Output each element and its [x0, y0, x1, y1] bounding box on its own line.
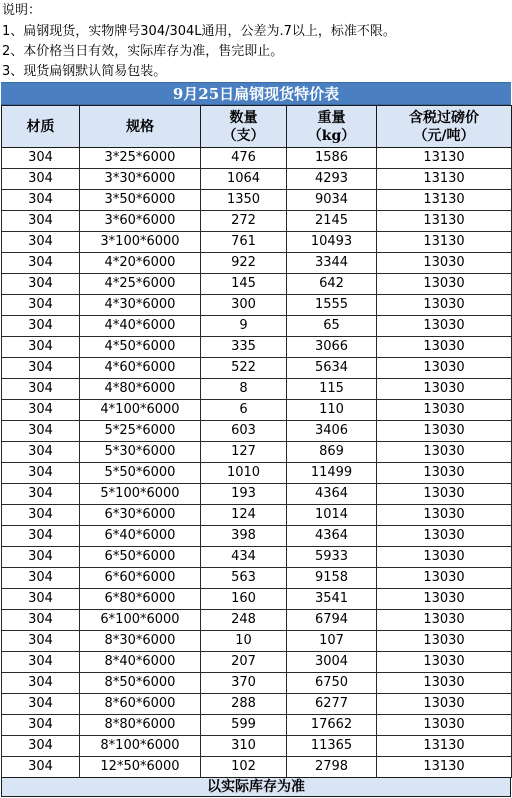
cell-material: 304	[2, 379, 80, 400]
cell-qty: 761	[201, 232, 287, 253]
table-row	[2, 421, 512, 442]
cell-material: 304	[2, 232, 80, 253]
table-row	[2, 463, 512, 484]
cell-price: 13130	[377, 169, 512, 190]
cell-weight: 6794	[287, 610, 377, 631]
cell-price: 13030	[377, 547, 512, 568]
cell-qty: 127	[201, 442, 287, 463]
cell-spec: 3*25*6000	[80, 148, 201, 169]
table-row	[2, 589, 512, 610]
cell-spec: 3*50*6000	[80, 190, 201, 211]
cell-weight: 642	[287, 274, 377, 295]
cell-material: 304	[2, 316, 80, 337]
cell-material: 304	[2, 463, 80, 484]
cell-spec: 3*100*6000	[80, 232, 201, 253]
cell-weight: 1014	[287, 505, 377, 526]
table-row	[2, 232, 512, 253]
cell-price: 13030	[377, 379, 512, 400]
cell-qty: 370	[201, 673, 287, 694]
cell-weight: 10493	[287, 232, 377, 253]
cell-spec: 6*30*6000	[80, 505, 201, 526]
cell-material: 304	[2, 358, 80, 379]
cell-material: 304	[2, 148, 80, 169]
cell-material: 304	[2, 694, 80, 715]
cell-material: 304	[2, 652, 80, 673]
table-row	[2, 652, 512, 673]
cell-spec: 12*50*6000	[80, 757, 201, 778]
header-price	[377, 106, 512, 148]
table-row	[2, 736, 512, 757]
cell-qty: 1064	[201, 169, 287, 190]
table-row	[2, 358, 512, 379]
cell-qty: 603	[201, 421, 287, 442]
cell-qty: 1010	[201, 463, 287, 484]
cell-spec: 4*100*6000	[80, 400, 201, 421]
cell-price: 13030	[377, 484, 512, 505]
cell-spec: 4*20*6000	[80, 253, 201, 274]
cell-weight: 2145	[287, 211, 377, 232]
cell-weight: 3004	[287, 652, 377, 673]
cell-weight: 2798	[287, 757, 377, 778]
cell-qty: 563	[201, 568, 287, 589]
price-table	[1, 105, 512, 778]
cell-weight: 3344	[287, 253, 377, 274]
table-row	[2, 757, 512, 778]
cell-price: 13030	[377, 316, 512, 337]
cell-spec: 4*25*6000	[80, 274, 201, 295]
cell-spec: 6*50*6000	[80, 547, 201, 568]
cell-weight: 110	[287, 400, 377, 421]
cell-material: 304	[2, 757, 80, 778]
cell-material: 304	[2, 568, 80, 589]
cell-material: 304	[2, 442, 80, 463]
cell-price: 13030	[377, 505, 512, 526]
cell-material: 304	[2, 421, 80, 442]
table-row	[2, 547, 512, 568]
table-row	[2, 442, 512, 463]
sheet-title: 9月25日扁钢现货特价表	[1, 82, 511, 105]
cell-spec: 8*80*6000	[80, 715, 201, 736]
cell-qty: 522	[201, 358, 287, 379]
cell-material: 304	[2, 400, 80, 421]
cell-price: 13130	[377, 190, 512, 211]
cell-qty: 476	[201, 148, 287, 169]
cell-price: 13030	[377, 463, 512, 484]
cell-spec: 8*30*6000	[80, 631, 201, 652]
cell-qty: 335	[201, 337, 287, 358]
cell-spec: 5*50*6000	[80, 463, 201, 484]
table-header-row	[2, 106, 512, 148]
cell-price: 13130	[377, 211, 512, 232]
cell-spec: 4*50*6000	[80, 337, 201, 358]
table-row	[2, 274, 512, 295]
cell-qty: 207	[201, 652, 287, 673]
cell-spec: 8*40*6000	[80, 652, 201, 673]
table-row	[2, 715, 512, 736]
cell-material: 304	[2, 190, 80, 211]
header-qty-unit: （支）	[222, 127, 265, 144]
header-weight-label: 重量	[317, 109, 346, 126]
cell-qty: 9	[201, 316, 287, 337]
cell-spec: 5*25*6000	[80, 421, 201, 442]
cell-qty: 145	[201, 274, 287, 295]
table-row	[2, 190, 512, 211]
table-row	[2, 400, 512, 421]
cell-spec: 8*50*6000	[80, 673, 201, 694]
cell-spec: 6*40*6000	[80, 526, 201, 547]
header-weight-unit: （kg）	[307, 127, 356, 144]
header-qty	[201, 106, 287, 148]
note-line-3: 3、现货扁钢默认简易包装。	[2, 64, 167, 79]
cell-material: 304	[2, 589, 80, 610]
cell-material: 304	[2, 484, 80, 505]
cell-weight: 1586	[287, 148, 377, 169]
cell-price: 13030	[377, 400, 512, 421]
cell-spec: 5*100*6000	[80, 484, 201, 505]
table-body	[2, 148, 512, 778]
cell-material: 304	[2, 211, 80, 232]
cell-spec: 6*100*6000	[80, 610, 201, 631]
cell-material: 304	[2, 526, 80, 547]
cell-qty: 124	[201, 505, 287, 526]
cell-qty: 398	[201, 526, 287, 547]
cell-spec: 6*60*6000	[80, 568, 201, 589]
cell-spec: 3*30*6000	[80, 169, 201, 190]
notes-block	[0, 0, 512, 82]
cell-price: 13130	[377, 232, 512, 253]
notes-heading: 说明：	[2, 3, 42, 18]
cell-price: 13030	[377, 673, 512, 694]
cell-material: 304	[2, 169, 80, 190]
cell-price: 13030	[377, 295, 512, 316]
cell-spec: 8*60*6000	[80, 694, 201, 715]
cell-weight: 6277	[287, 694, 377, 715]
cell-material: 304	[2, 295, 80, 316]
cell-qty: 922	[201, 253, 287, 274]
header-price-label: 含税过磅价	[409, 109, 479, 126]
header-price-unit: （元/吨）	[413, 127, 475, 144]
cell-qty: 6	[201, 400, 287, 421]
table-row	[2, 337, 512, 358]
cell-material: 304	[2, 673, 80, 694]
cell-price: 13030	[377, 253, 512, 274]
table-row	[2, 211, 512, 232]
table-row	[2, 295, 512, 316]
cell-material: 304	[2, 337, 80, 358]
cell-qty: 434	[201, 547, 287, 568]
cell-weight: 65	[287, 316, 377, 337]
cell-material: 304	[2, 715, 80, 736]
cell-price: 13130	[377, 736, 512, 757]
cell-spec: 5*30*6000	[80, 442, 201, 463]
cell-spec: 3*60*6000	[80, 211, 201, 232]
cell-weight: 115	[287, 379, 377, 400]
table-row	[2, 526, 512, 547]
cell-spec: 4*60*6000	[80, 358, 201, 379]
cell-qty: 272	[201, 211, 287, 232]
cell-weight: 869	[287, 442, 377, 463]
table-row	[2, 316, 512, 337]
cell-price: 13030	[377, 526, 512, 547]
cell-spec: 4*40*6000	[80, 316, 201, 337]
cell-price: 13030	[377, 421, 512, 442]
cell-weight: 4293	[287, 169, 377, 190]
cell-spec: 4*80*6000	[80, 379, 201, 400]
cell-qty: 288	[201, 694, 287, 715]
cell-price: 13030	[377, 631, 512, 652]
cell-weight: 4364	[287, 484, 377, 505]
cell-price: 13030	[377, 610, 512, 631]
cell-weight: 9158	[287, 568, 377, 589]
cell-price: 13030	[377, 358, 512, 379]
note-line-2: 2、本价格当日有效，实际库存为准，售完即止。	[2, 44, 284, 59]
cell-qty: 102	[201, 757, 287, 778]
table-row	[2, 484, 512, 505]
cell-qty: 1350	[201, 190, 287, 211]
cell-price: 13030	[377, 694, 512, 715]
cell-weight: 107	[287, 631, 377, 652]
sheet-footer: 以实际库存为准	[1, 777, 511, 797]
cell-weight: 5634	[287, 358, 377, 379]
table-row	[2, 169, 512, 190]
cell-price: 13030	[377, 589, 512, 610]
cell-weight: 6750	[287, 673, 377, 694]
cell-spec: 8*100*6000	[80, 736, 201, 757]
cell-spec: 4*30*6000	[80, 295, 201, 316]
cell-material: 304	[2, 505, 80, 526]
table-row	[2, 253, 512, 274]
table-row	[2, 673, 512, 694]
cell-qty: 10	[201, 631, 287, 652]
table-row	[2, 631, 512, 652]
cell-price: 13130	[377, 148, 512, 169]
table-row	[2, 379, 512, 400]
note-line-1: 1、扁钢现货，实物牌号304/304L通用，公差为.7以上，标准不限。	[2, 24, 396, 39]
cell-weight: 1555	[287, 295, 377, 316]
table-row	[2, 694, 512, 715]
cell-price: 13130	[377, 757, 512, 778]
cell-qty: 193	[201, 484, 287, 505]
cell-price: 13030	[377, 442, 512, 463]
header-material	[2, 106, 80, 148]
table-row	[2, 610, 512, 631]
table-row	[2, 148, 512, 169]
cell-price: 13030	[377, 715, 512, 736]
header-spec-label: 规格	[126, 118, 154, 135]
cell-weight: 9034	[287, 190, 377, 211]
cell-qty: 599	[201, 715, 287, 736]
cell-weight: 5933	[287, 547, 377, 568]
cell-weight: 4364	[287, 526, 377, 547]
header-spec	[80, 106, 201, 148]
header-qty-label: 数量	[229, 109, 258, 126]
cell-price: 13030	[377, 337, 512, 358]
cell-material: 304	[2, 274, 80, 295]
cell-qty: 8	[201, 379, 287, 400]
cell-price: 13030	[377, 274, 512, 295]
cell-qty: 300	[201, 295, 287, 316]
cell-weight: 17662	[287, 715, 377, 736]
cell-weight: 11365	[287, 736, 377, 757]
cell-weight: 3541	[287, 589, 377, 610]
cell-weight: 3066	[287, 337, 377, 358]
cell-weight: 11499	[287, 463, 377, 484]
table-row	[2, 568, 512, 589]
cell-material: 304	[2, 736, 80, 757]
cell-material: 304	[2, 631, 80, 652]
cell-qty: 248	[201, 610, 287, 631]
header-material-label: 材质	[26, 118, 55, 135]
cell-material: 304	[2, 547, 80, 568]
cell-price: 13030	[377, 652, 512, 673]
cell-material: 304	[2, 610, 80, 631]
cell-weight: 3406	[287, 421, 377, 442]
cell-spec: 6*80*6000	[80, 589, 201, 610]
cell-price: 13030	[377, 568, 512, 589]
table-row	[2, 505, 512, 526]
cell-qty: 160	[201, 589, 287, 610]
cell-material: 304	[2, 253, 80, 274]
cell-qty: 310	[201, 736, 287, 757]
header-weight	[287, 106, 377, 148]
